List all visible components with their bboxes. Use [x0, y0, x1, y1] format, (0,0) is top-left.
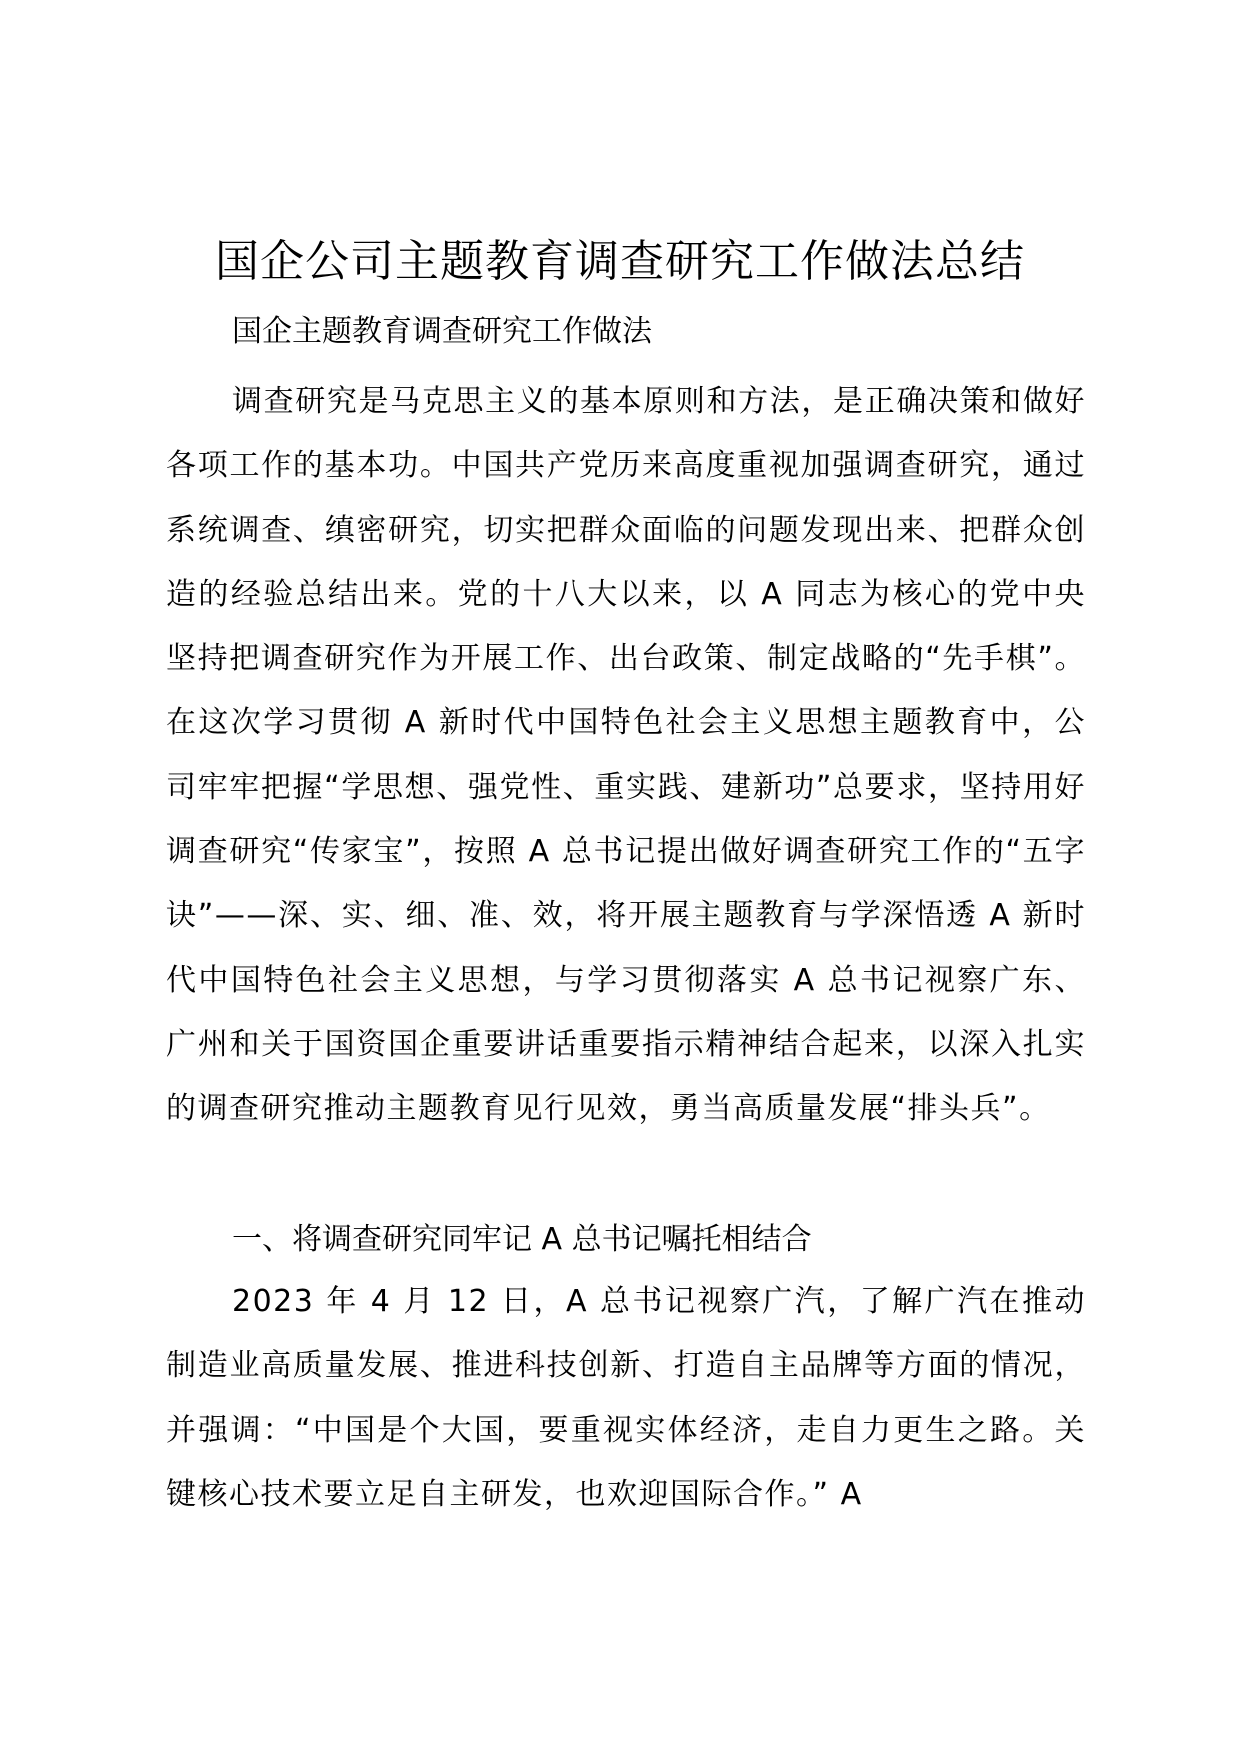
section-heading-1: 一、将调查研究同牢记 A 总书记嘱托相结合 — [232, 1222, 812, 1257]
body-paragraph-1: 调查研究是马克思主义的基本原则和方法，是正确决策和做好各项工作的基本功。中国共产党历来高度重视加强调查研究，通过系统调查、缜密研究，切实把群众面临的问题发现出来、把群众创造的经验总结出来。党的十八大以来，以 A 同志为核心的党中央坚持把调查研究作为开展工作、出台政策、制定战略的“先手棋”。在这次学习贯彻 A 新时代中国特色社会主义思想主题教育中，公司牢牢把握“学思想、强党性、重实践、建新功”总要求，坚持用好调查研究“传家宝”，按照 A 总书记提出做好调查研究工作的“五字诀”——深、实、细、准、效，将开展主题教育与学深悟透 A 新时代中国特色社会主义思想，与学习贯彻落实 A 总书记视察广东、广州和关于国资国企重要讲话重要指示精神结合起来，以深入扎实的调查研究推动主题教育见行见效，勇当高质量发展“排头兵”。 — [166, 384, 1086, 1127]
document-subtitle: 国企主题教育调查研究工作做法 — [232, 314, 652, 349]
body-paragraph-2: 2023 年 4 月 12 日，A 总书记视察广汽，了解广汽在推动制造业高质量发展、推进科技创新、打造自主品牌等方面的情况，并强调：“中国是个大国，要重视实体经济，走自力更生之路。关键核心技术要立足自主研发，也欢迎国际合作。” A — [166, 1284, 1086, 1512]
document-title: 国企公司主题教育调查研究工作做法总结 — [215, 236, 1025, 287]
